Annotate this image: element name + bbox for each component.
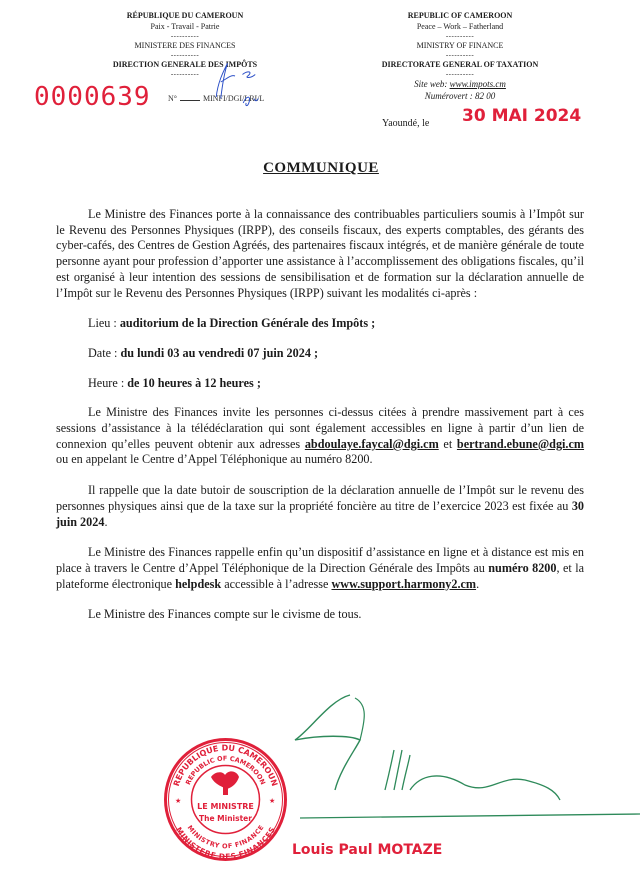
- website-link[interactable]: www.impots.cm: [449, 79, 506, 89]
- heure-label: Heure :: [88, 375, 125, 390]
- date-value: du lundi 03 au vendredi 07 juin 2024 ;: [120, 345, 319, 360]
- support-text-3: accessible à l’adresse: [224, 576, 329, 591]
- support-text-1: Le Ministre des Finances rappelle enfin qu’un dispositif d’assistance en ligne et à distance est mis en place à travers le Centre d’Appel Téléphonique de la Direction Générale des Impôts au: [56, 545, 584, 575]
- website-line: [340, 78, 580, 90]
- support-url-link[interactable]: www.support.harmony2.cm: [331, 576, 477, 591]
- and-word: et: [443, 436, 453, 451]
- ministry-en: MINISTRY OF FINANCE: [416, 41, 504, 50]
- star-icon: ★: [269, 797, 276, 805]
- directorate-en: DIRECTORATE GENERAL OF TAXATION: [381, 60, 539, 69]
- official-seal: [163, 737, 288, 862]
- support-text-2: , et la plateforme électronique: [56, 560, 585, 591]
- date-label: Date :: [88, 345, 118, 360]
- ref-prefix: N°: [168, 94, 177, 103]
- support-end: .: [476, 576, 480, 591]
- motto-fr: Paix - Travail - Patrie: [150, 22, 220, 31]
- star-icon: ★: [175, 797, 182, 805]
- lieu-value: auditorium de la Direction Générale des Impôts ;: [119, 316, 376, 331]
- header-right: [340, 10, 580, 102]
- email-link-2[interactable]: bertrand.ebune@dgi.cm: [456, 436, 585, 451]
- intro-paragraph: Le Ministre des Finances porte à la connaissance des contribuables particuliers soumis à l’Impôt sur le Revenu des Personnes Physiques (IRPP), des conseils fiscaux, des experts comptables, des gérants des cyber-cafés, des Centres de Gestion Agréés, des partenaires fiscaux intégrés, et de manière générale de toute personne ayant pour profession d’apporter une assistance à l’accomplissement des obligations fiscales, qu’il est organisé à leur intention des sessions de sensibilisation et de formation sur la déclaration annuelle de l’Impôt sur le Revenu des Personnes Physiques (IRPP) suivant les modalités ci-après :: [56, 207, 584, 300]
- coat-of-arms-icon: [211, 771, 239, 795]
- lieu-label: Lieu :: [88, 316, 117, 331]
- handwritten-initials: [200, 52, 270, 112]
- email-link-1[interactable]: abdoulaye.faycal@dgi.cm: [304, 436, 439, 451]
- heure-line: [88, 376, 584, 392]
- ref-suffix: MINFI/DGI/LRI/L: [202, 94, 265, 103]
- green-number: Numérovert : 82 00: [424, 91, 496, 101]
- ref-blank: [180, 100, 200, 101]
- closing-paragraph: Le Ministre des Finances compte sur le civisme de tous.: [88, 607, 362, 622]
- lieu-line: [88, 316, 584, 332]
- directorate-fr: DIRECTION GENERALE DES IMPÔTS: [112, 60, 258, 69]
- seal-text-inner-bottom: MINISTRY OF FINANCE: [185, 823, 266, 851]
- deadline-date: 30 juin 2024: [56, 498, 584, 529]
- document-body: [56, 207, 584, 638]
- document-title: COMMUNIQUE: [263, 160, 379, 176]
- deadline-text: Il rappelle que la date butoir de souscription de la déclaration annuelle de l’Impôt sur le revenu des personnes physiques ainsi que de la taxe sur la propriété foncière au titre de l’exercice 2023 est fixée au: [56, 483, 584, 513]
- seal-text-inner-top: REPUBLIC OF CAMEROON: [184, 754, 267, 787]
- seal-text-outer-top: REPUBLIQUE DU CAMEROUN: [171, 743, 280, 788]
- seal-title-fr: LE MINISTRE: [197, 802, 254, 811]
- minister-signature: [290, 690, 640, 820]
- invite-text: Le Ministre des Finances invite les personnes ci-dessus citées à prendre massivement part à ces sessions d’assistance à la télédéclaration qui sont également accessibles en ligne à partir d’un lien de connexion qu’elles peuvent obtenir aux adresses: [56, 405, 584, 451]
- separator: ----------: [445, 70, 475, 78]
- separator: ----------: [445, 32, 475, 40]
- support-paragraph: [56, 545, 584, 592]
- place-date: Yaoundé, le: [382, 118, 430, 129]
- invite-end: ou en appelant le Centre d’Appel Téléphonique au numéro 8200.: [56, 452, 373, 467]
- seal-text-outer-bottom: MINISTERE DES FINANCES: [174, 825, 277, 862]
- support-number: numéro 8200: [488, 560, 557, 575]
- country-en: REPUBLIC OF CAMEROON: [407, 11, 513, 20]
- deadline-paragraph: [56, 483, 584, 530]
- ministry-fr: MINISTERE DES FINANCES: [134, 41, 236, 50]
- separator: ----------: [170, 51, 200, 59]
- heure-value: de 10 heures à 12 heures ;: [127, 375, 261, 390]
- separator: ----------: [445, 51, 475, 59]
- date-stamp: 30 MAI 2024: [462, 106, 582, 126]
- seal-title-en: The Minister: [199, 814, 252, 823]
- reference-number-stamp: 0000639: [34, 82, 151, 112]
- signer-name: Louis Paul MOTAZE: [292, 842, 443, 858]
- separator: ----------: [170, 32, 200, 40]
- invite-paragraph: [56, 405, 584, 468]
- date-line: [88, 346, 584, 362]
- separator: ----------: [170, 70, 200, 78]
- website-label: Site web:: [414, 79, 448, 89]
- country-fr: RÉPUBLIQUE DU CAMEROUN: [126, 11, 244, 20]
- deadline-end: .: [104, 514, 108, 529]
- support-helpdesk: helpdesk: [175, 576, 222, 591]
- motto-en: Peace – Work – Fatherland: [416, 22, 504, 31]
